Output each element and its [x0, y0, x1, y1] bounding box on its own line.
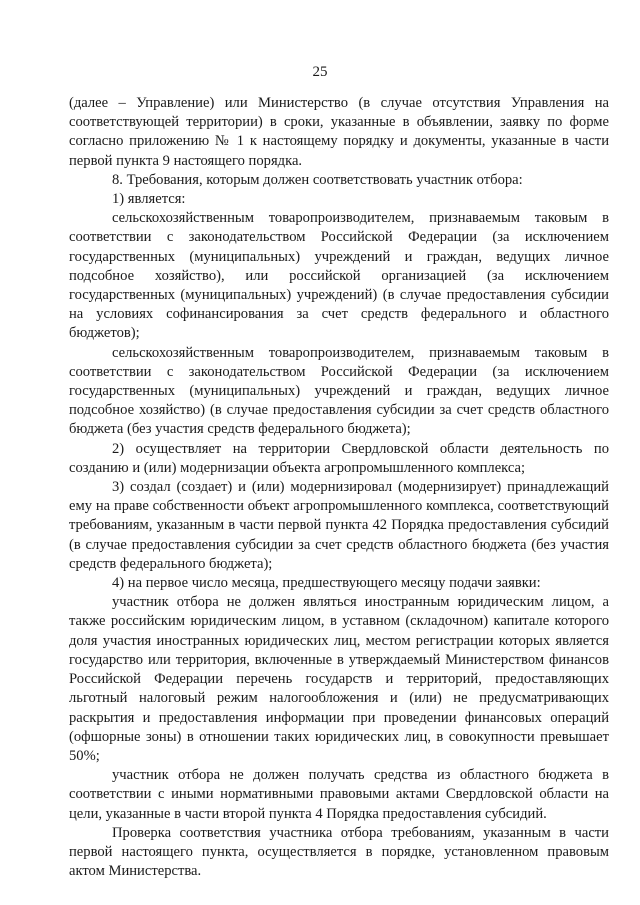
document-body [69, 94, 609, 881]
page-number: 25 [312, 64, 328, 80]
paragraph-verification: Проверка соответствия участника отбора требованиям, указанным в части первой настоящего пункта, осуществляется в порядке, установленном правовым актом Министерства. [69, 824, 609, 880]
paragraph-subitem-1: 1) является: [112, 191, 186, 208]
paragraph-subitem-3: 3) создал (создает) и (или) модернизировал (модернизирует) принадлежащий ему на праве собственности объект агропромышленного комплекса, соответствующий требованиям, указанным в части первой пункта 42 Порядка предоставления субсидий (в случае предоставления субсидии за счет средств областного бюджета (без участия средств федерального бюджета); [69, 479, 609, 572]
paragraph-subitem-2: 2) осуществляет на территории Свердловской области деятельность по созданию и (или) модернизации объекта агропромышленного комплекса; [69, 440, 609, 476]
paragraph-item-8: 8. Требования, которым должен соответствовать участник отбора: [112, 171, 523, 188]
paragraph-continuation: (далее – Управление) или Министерство (в случае отсутствия Управления на соответствующей территории) в сроки, указанные в объявлении, заявку по форме согласно приложению № 1 к настоящему порядку и документы, указанные в части первой пункта 9 настоящего порядка. [69, 95, 609, 169]
paragraph-producer-cofinancing: сельскохозяйственным товаропроизводителем, признаваемым таковым в соответствии с законодательством Российской Федерации (за исключением государственных (муниципальных) учреждений и граждан, ведущих личное подсобное хозяйство), или российской организацией (за исключением государственных (муниципальных) учреждений) (в случае предоставления субсидии на условиях софинансирования за счет средств федерального и областного бюджетов); [69, 210, 609, 342]
paragraph-subitem-4: 4) на первое число месяца, предшествующего месяцу подачи заявки: [112, 575, 541, 592]
paragraph-no-other-funds: участник отбора не должен получать средства из областного бюджета в соответствии с иными нормативными правовыми актами Свердловской области на цели, указанные в части второй пункта 4 Порядка предоставления субсидий. [69, 767, 609, 822]
paragraph-producer-regional: сельскохозяйственным товаропроизводителем, признаваемым таковым в соответствии с законодательством Российской Федерации (за исключением государственных (муниципальных) учреждений и граждан, ведущих личное подсобное хозяйство) (в случае предоставления субсидии за счет средств областного бюджета (без участия средств федерального бюджета); [69, 344, 609, 438]
paragraph-foreign-entity: участник отбора не должен являться иностранным юридическим лицом, а также российским юридическим лицом, в уставном (складочном) капитале которого доля участия иностранных юридических лиц, местом регистрации которых является государство или территория, включенные в утверждаемый Министерством финансов Российской Федерации перечень государств и территорий, предоставляющих льготный налоговый режим налогообложения и (или) не предусматривающих раскрытия и предоставления информации при проведении финансовых операций (офшорные зоны) в отношении таких юридических лиц, в совокупности превышает 50%; [69, 594, 609, 764]
